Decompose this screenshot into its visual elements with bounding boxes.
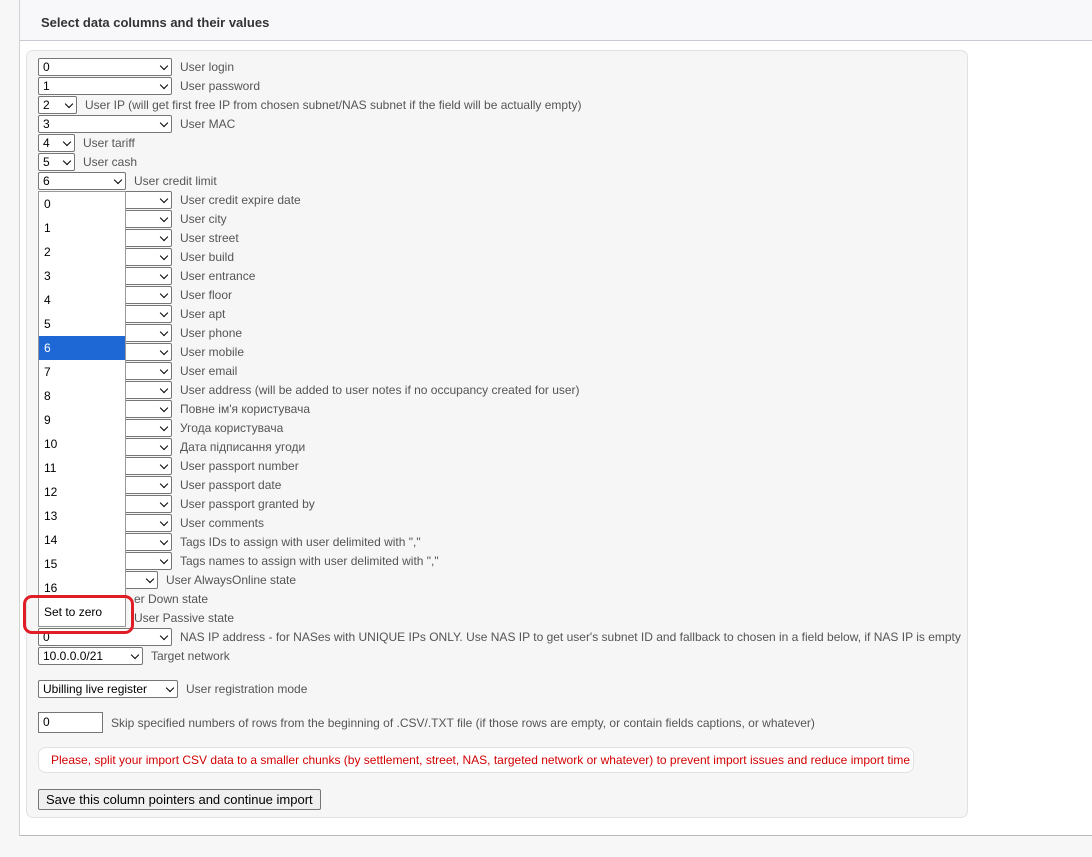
chevron-down-icon (160, 365, 168, 373)
chevron-down-icon (160, 479, 168, 487)
dropdown-option[interactable]: 7 (44, 365, 51, 379)
field-label: User login (180, 59, 235, 74)
dropdown-option[interactable]: 11 (44, 461, 57, 475)
chevron-down-icon (160, 327, 168, 335)
registration-mode-row (38, 679, 307, 698)
chevron-down-icon (160, 555, 168, 563)
dropdown-option[interactable]: 0 (44, 197, 51, 211)
column-select-value: 0 (43, 629, 50, 644)
chevron-down-icon (160, 346, 168, 354)
chevron-down-icon (131, 650, 139, 658)
column-select-value: 0 (43, 59, 50, 74)
field-label: User AlwaysOnline state (166, 572, 297, 587)
chevron-down-icon (160, 403, 168, 411)
dropdown-option[interactable]: 9 (44, 413, 51, 427)
chevron-down-icon (160, 441, 168, 449)
field-row (38, 646, 230, 665)
chevron-down-icon (63, 156, 71, 164)
field-label: NAS IP address - for NASes with UNIQUE IPs ONLY. Use NAS IP to get user's subnet ID and fallback to chosen in a field below, if NAS IP is empty (180, 629, 961, 644)
field-row (38, 76, 260, 95)
dropdown-option[interactable]: 14 (44, 533, 58, 547)
panel-title: Select data columns and their values (41, 15, 270, 30)
chevron-down-icon (65, 99, 73, 107)
dropdown-option[interactable]: 3 (44, 269, 51, 283)
chevron-down-icon (160, 289, 168, 297)
skip-rows-row (38, 712, 815, 733)
dropdown-option[interactable]: 13 (44, 509, 58, 523)
dropdown-option-set-to-zero[interactable]: Set to zero (44, 605, 103, 619)
column-select-value: 10.0.0.0/21 (43, 648, 104, 663)
skip-rows-input[interactable]: 0 (38, 712, 103, 733)
dropdown-option[interactable]: 5 (44, 317, 51, 331)
dropdown-option[interactable]: 4 (44, 293, 51, 307)
annotation-highlight (23, 595, 134, 634)
column-select[interactable] (38, 153, 75, 171)
field-label: er Down state (134, 591, 209, 606)
field-label: User passport number (180, 458, 299, 473)
field-label: User comments (180, 515, 265, 530)
column-select[interactable] (38, 647, 143, 665)
field-label: User cash (83, 154, 138, 169)
chevron-down-icon (160, 270, 168, 278)
column-select[interactable] (38, 77, 172, 95)
chevron-down-icon (160, 384, 168, 392)
warning-text: Please, split your import CSV data to a smaller chunks (by settlement, street, NAS, targeted network or whatever) to prevent import issues and reduce import time (51, 753, 911, 767)
dropdown-option[interactable]: 12 (44, 485, 58, 499)
column-select-value: 6 (43, 173, 50, 188)
field-label: User entrance (180, 268, 256, 283)
column-dropdown-list[interactable] (38, 191, 126, 627)
field-label: Target network (151, 648, 230, 663)
field-label: User apt (180, 306, 226, 321)
field-label: User passport granted by (180, 496, 315, 511)
field-label: User password (180, 78, 261, 93)
field-label: User city (180, 211, 227, 226)
field-label: Дата підписання угоди (180, 439, 306, 454)
registration-mode-select[interactable]: Ubilling live register (38, 680, 178, 698)
field-label: User address (will be added to user notes if no occupancy created for user) (180, 382, 580, 397)
field-label: User MAC (180, 116, 236, 131)
panel-header (20, 0, 1092, 41)
field-label: User tariff (83, 135, 135, 150)
field-label: User IP (will get first free IP from chosen subnet/NAS subnet if the field will be actually empty) (85, 97, 582, 112)
field-label: User Passive state (134, 610, 235, 625)
column-select-value: 1 (43, 78, 50, 93)
import-warning (38, 747, 914, 773)
chevron-down-icon (160, 631, 168, 639)
chevron-down-icon (160, 498, 168, 506)
chevron-down-icon (160, 422, 168, 430)
dropdown-option[interactable]: 10 (44, 437, 58, 451)
dropdown-option[interactable]: 8 (44, 389, 51, 403)
column-select[interactable] (38, 172, 126, 190)
field-row (38, 627, 961, 646)
field-label: User street (180, 230, 239, 245)
field-label: User email (180, 363, 238, 378)
field-label: User build (180, 249, 235, 264)
field-label: Повне ім'я користувача (180, 401, 310, 416)
field-row (38, 133, 135, 152)
field-row (38, 57, 234, 76)
dropdown-option[interactable]: 15 (44, 557, 58, 571)
chevron-down-icon (160, 251, 168, 259)
field-label: User passport date (180, 477, 282, 492)
chevron-down-icon (160, 118, 168, 126)
chevron-down-icon (114, 175, 122, 183)
chevron-down-icon (146, 574, 154, 582)
chevron-down-icon (160, 536, 168, 544)
column-select-value: 2 (43, 97, 50, 112)
save-continue-button[interactable]: Save this column pointers and continue import (38, 789, 321, 810)
field-label: User mobile (180, 344, 245, 359)
registration-mode-label: User registration mode (186, 681, 308, 696)
chevron-down-icon (160, 460, 168, 468)
field-label: Угода користувача (180, 420, 284, 435)
chevron-down-icon (166, 683, 174, 691)
column-select-value: 4 (43, 135, 50, 150)
chevron-down-icon (63, 137, 71, 145)
field-label: User credit limit (134, 173, 217, 188)
field-label: User credit expire date (180, 192, 301, 207)
dropdown-option[interactable]: 1 (44, 221, 51, 235)
dropdown-option[interactable]: 6 (39, 336, 125, 360)
column-select[interactable] (38, 134, 75, 152)
field-row (38, 95, 581, 114)
chevron-down-icon (160, 213, 168, 221)
column-select[interactable] (38, 58, 172, 76)
chevron-down-icon (160, 61, 168, 69)
field-label: User phone (180, 325, 243, 340)
field-row (38, 114, 235, 133)
chevron-down-icon (160, 194, 168, 202)
column-select[interactable] (38, 96, 77, 114)
chevron-down-icon (160, 308, 168, 316)
field-row (38, 152, 137, 171)
skip-rows-label: Skip specified numbers of rows from the beginning of .CSV/.TXT file (if those rows are empty, or contain fields captions, or whatever) (111, 715, 815, 730)
dropdown-option[interactable]: 2 (44, 245, 51, 259)
field-row (38, 171, 217, 190)
dropdown-option[interactable]: 16 (44, 581, 58, 595)
chevron-down-icon (160, 517, 168, 525)
field-label: Tags IDs to assign with user delimited with "," (180, 534, 421, 549)
column-select-value: 3 (43, 116, 50, 131)
chevron-down-icon (160, 232, 168, 240)
chevron-down-icon (160, 80, 168, 88)
field-label: Tags names to assign with user delimited with "," (180, 553, 439, 568)
column-select-value: 5 (43, 154, 50, 169)
field-label: User floor (180, 287, 233, 302)
column-select[interactable] (38, 115, 172, 133)
